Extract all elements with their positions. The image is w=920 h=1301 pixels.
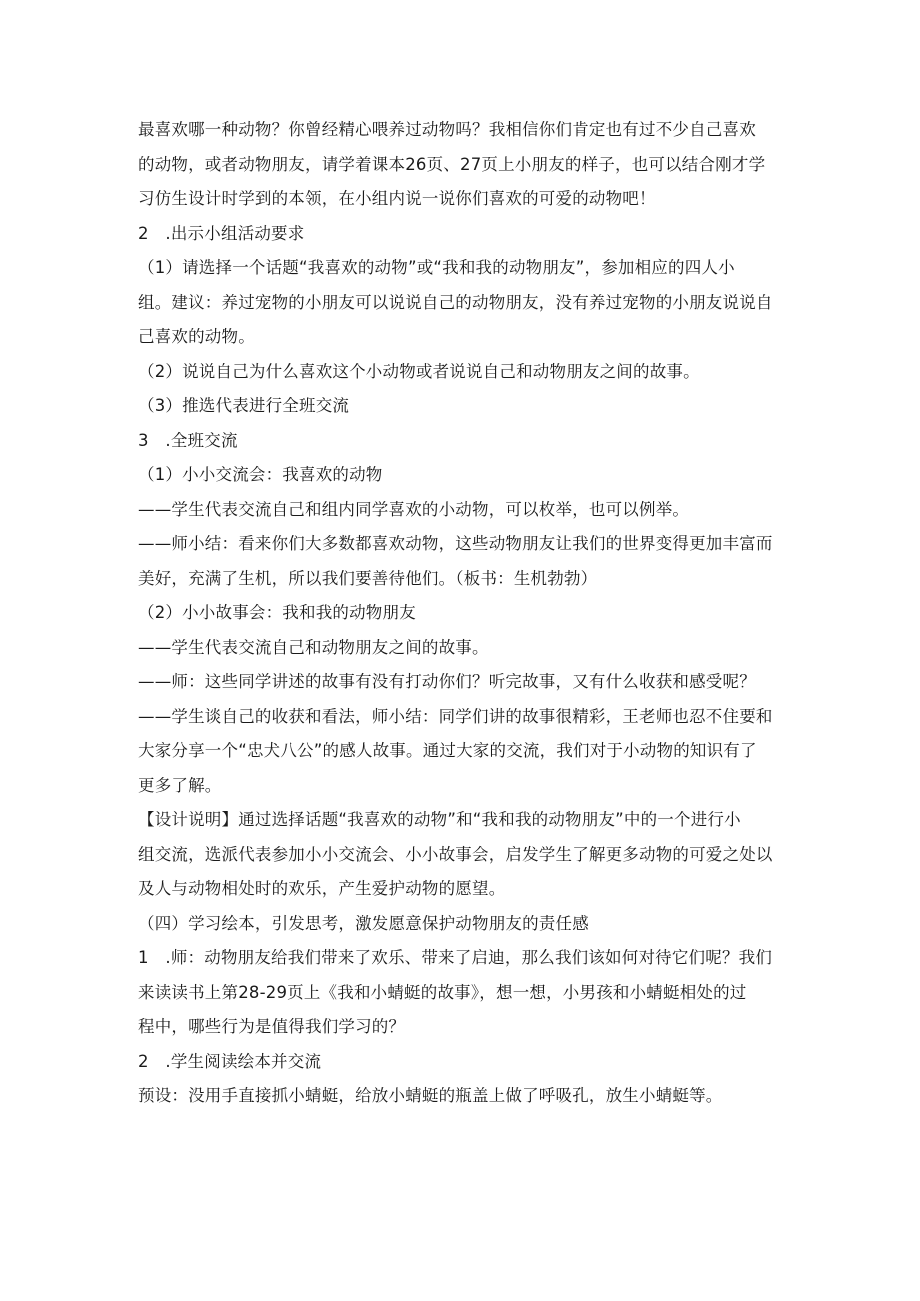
- paragraph-line: （2）说说自己为什么喜欢这个小动物或者说说自己和动物朋友之间的故事。: [138, 361, 700, 381]
- paragraph-line: 美好，充满了生机，所以我们要善待他们。（板书：生机勃勃）: [138, 568, 598, 588]
- design-note-line: 及人与动物相处时的欢乐，产生爱护动物的愿望。: [138, 879, 506, 898]
- paragraph-line: 程中，哪些行为是值得我们学习的？: [138, 1017, 406, 1036]
- section-heading: 2 .学生阅读绘本并交流: [138, 1051, 322, 1071]
- paragraph-line: 大家分享一个“忠犬八公”的感人故事。通过大家的交流，我们对于小动物的知识有了: [138, 741, 757, 760]
- paragraph-line: ——学生谈自己的收获和看法，师小结：同学们讲的故事很精彩，王老师也忍不住要和: [138, 706, 773, 726]
- paragraph-line: 组。建议：养过宠物的小朋友可以说说自己的动物朋友，没有养过宠物的小朋友说说自: [138, 292, 773, 312]
- design-note-line: 组交流，选派代表参加小小交流会、小小故事会，启发学生了解更多动物的可爱之处以: [138, 844, 773, 864]
- paragraph-line: ——学生代表交流自己和动物朋友之间的故事。: [138, 637, 489, 657]
- paragraph-line: 更多了解。: [138, 775, 222, 795]
- section-heading: 2 .出示小组活动要求: [138, 223, 305, 243]
- paragraph-line: 1 .师：动物朋友给我们带来了欢乐、带来了启迪，那么我们该如何对待它们呢？我们: [138, 948, 773, 967]
- paragraph-line: ——师：这些同学讲述的故事有没有打动你们？听完故事，又有什么收获和感受呢？: [138, 672, 756, 691]
- paragraph-line: （2）小小故事会：我和我的动物朋友: [138, 603, 416, 622]
- paragraph-line: 来读读书上第28-29页上《我和小蜻蜓的故事》，想一想，小男孩和小蜻蜓相处的过: [138, 982, 747, 1002]
- document-page: [138, 113, 788, 1114]
- paragraph-line: ——师小结：看来你们大多数都喜欢动物，这些动物朋友让我们的世界变得更加丰富而: [138, 534, 773, 553]
- paragraph-line: 最喜欢哪一种动物？你曾经精心喂养过动物吗？我相信你们肯定也有过不少自己喜欢: [138, 120, 756, 139]
- paragraph-line: （1）小小交流会：我喜欢的动物: [138, 465, 383, 484]
- section-heading: 3 .全班交流: [138, 430, 238, 450]
- design-note-line: 【设计说明】通过选择话题“我喜欢的动物”和“我和我的动物朋友”中的一个进行小: [138, 810, 741, 829]
- paragraph-line: 己喜欢的动物。: [138, 327, 255, 346]
- paragraph-line: 的动物，或者动物朋友，请学着课本26页、27页上小朋友的样子，也可以结合刚才学: [138, 154, 766, 174]
- paragraph-line: （3）推选代表进行全班交流: [138, 396, 350, 415]
- paragraph-line: （1）请选择一个话题“我喜欢的动物”或“我和我的动物朋友”，参加相应的四人小: [138, 258, 735, 277]
- paragraph-line: 习仿生设计时学到的本领，在小组内说一说你们喜欢的可爱的动物吧！: [138, 189, 656, 208]
- paragraph-line: ——学生代表交流自己和组内同学喜欢的小动物，可以枚举，也可以例举。: [138, 499, 690, 519]
- paragraph-line: 预设：没用手直接抓小蜻蜓，给放小蜻蜓的瓶盖上做了呼吸孔，放生小蜻蜓等。: [138, 1086, 723, 1105]
- section-heading: （四）学习绘本，引发思考，激发愿意保护动物朋友的责任感: [138, 913, 589, 933]
